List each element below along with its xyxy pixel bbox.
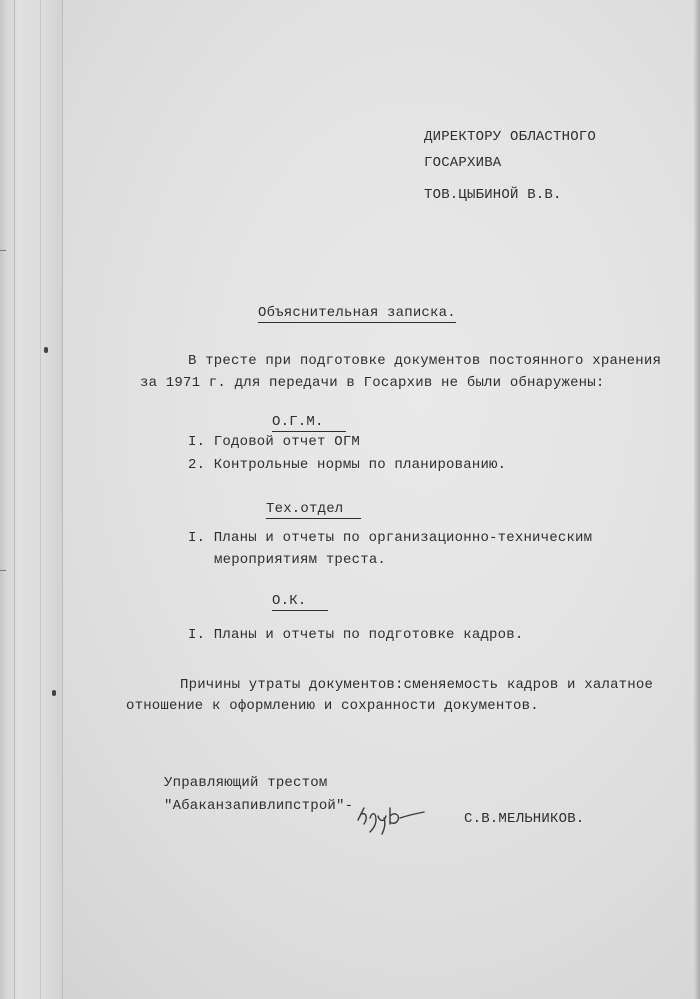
list-item: I. Планы и отчеты по подготовке кадров. [188, 627, 524, 643]
signatory-name: С.В.МЕЛЬНИКОВ. [464, 811, 585, 827]
section-heading [272, 592, 328, 610]
list-item: 2. Контрольные нормы по планированию. [188, 457, 507, 473]
addressee-line: ДИРЕКТОРУ ОБЛАСТНОГО [424, 129, 597, 145]
handwritten-signature [354, 798, 432, 843]
section-heading [272, 413, 346, 431]
addressee-line: ГОСАРХИВА [424, 155, 502, 171]
section-heading-text: О.К. [272, 593, 328, 611]
paper-left-margin [0, 0, 63, 999]
document-title-text: Объяснительная записка. [258, 305, 456, 321]
addressee-block [424, 124, 596, 208]
section-heading-text: Тех.отдел [266, 501, 361, 519]
addressee-line: ТОВ.ЦЫБИНОЙ В.В. [424, 187, 562, 203]
section-heading-text: О.Г.М. [272, 414, 346, 432]
intro-line: за 1971 г. для передачи в Госархив не были обнаружены: [140, 375, 605, 391]
intro-line: В тресте при подготовке документов постоянного хранения [188, 353, 662, 369]
list-item-continuation: мероприятиям треста. [214, 552, 387, 568]
edge-mark [0, 250, 6, 251]
reasons-line: отношение к оформлению и сохранности документов. [126, 698, 539, 714]
list-item: I. Годовой отчет ОГМ [188, 434, 361, 450]
list-item: I. Планы и отчеты по организационно-техническим [188, 530, 593, 546]
reasons-line: Причины утраты документов:сменяемость кадров и халатное [180, 677, 654, 693]
signatory-position: Управляющий трестом [164, 775, 328, 791]
binding-hole-mark [44, 347, 48, 353]
edge-mark [0, 570, 6, 571]
section-heading [266, 500, 361, 518]
document-title [258, 304, 456, 322]
signature-scribble [354, 798, 432, 838]
binding-hole-mark [52, 690, 56, 696]
paper-right-edge [694, 0, 700, 999]
signatory-organization: "Абаканзапивлипстрой"- [164, 798, 354, 814]
